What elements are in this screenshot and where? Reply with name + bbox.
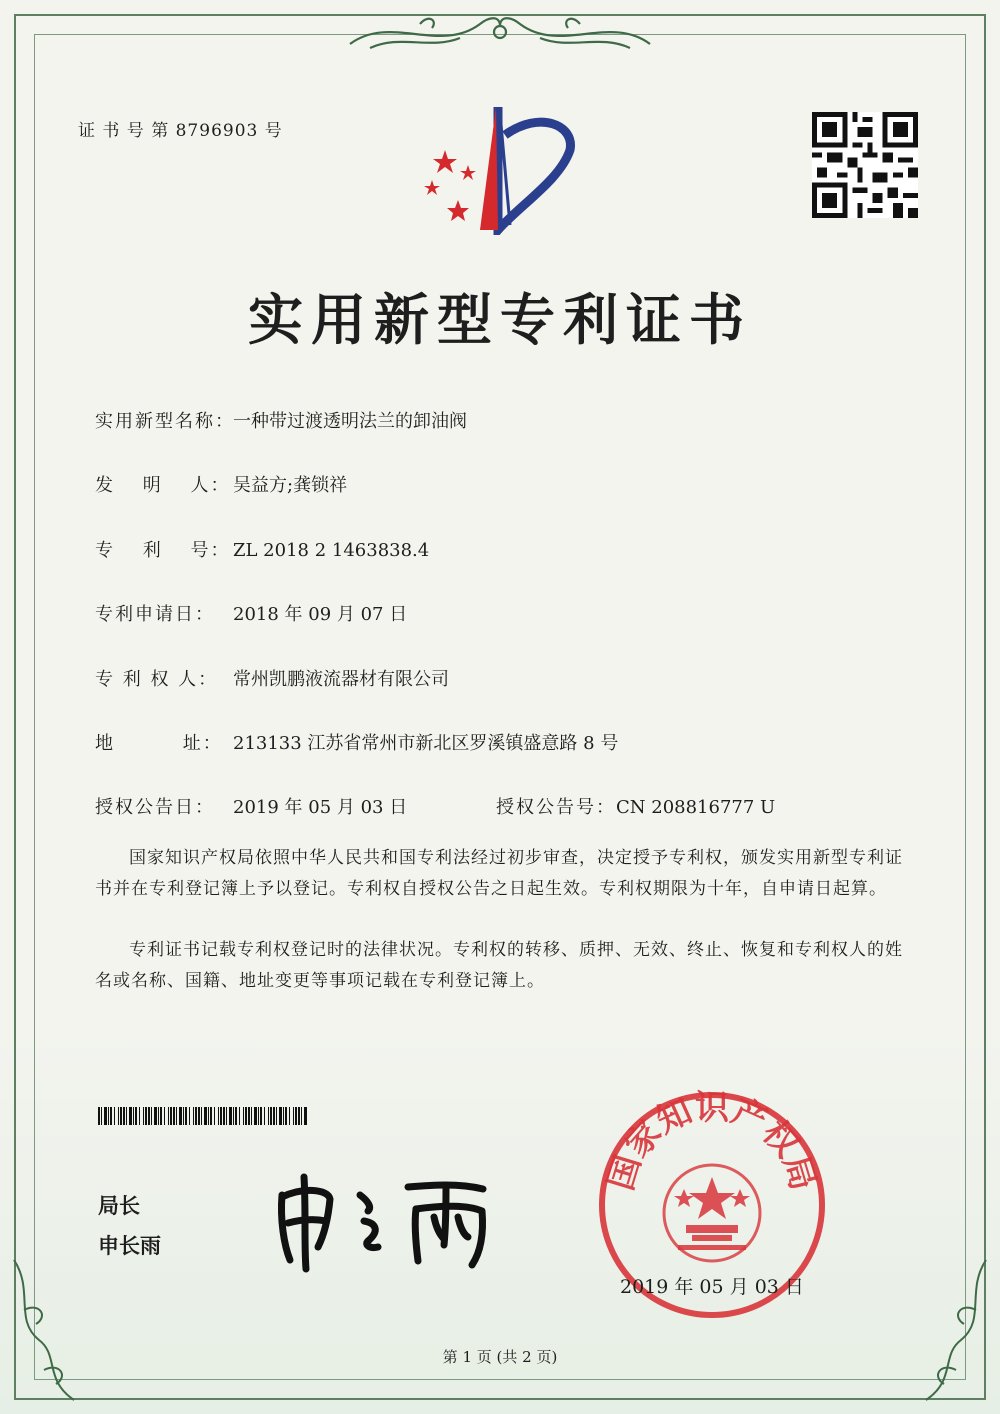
seal-date: 2019 年 05 月 03 日 [620, 1276, 804, 1298]
seal-text: 国家知识产权局 [600, 1088, 824, 1195]
field-address [95, 729, 618, 755]
field-inventor [95, 471, 347, 497]
field-patentee [95, 665, 449, 691]
field-filing-date [95, 600, 407, 626]
field-label: 专利申请日： [95, 604, 215, 625]
field-value: 2019 年 05 月 03 日 [233, 797, 408, 818]
bottom-right-ornament-icon [876, 1250, 996, 1410]
field-grant-number [496, 793, 775, 819]
signatory-name: 申长雨 [98, 1234, 161, 1258]
field-label: 授权公告日： [95, 797, 215, 818]
field-value: 213133 江苏省常州市新北区罗溪镇盛意路 8 号 [233, 733, 619, 754]
field-label: 实用新型名称： [95, 411, 235, 432]
field-label: 专 利 权 人： [95, 669, 219, 690]
patent-office-emblem-icon [410, 105, 580, 235]
field-value: 一种带过渡透明法兰的卸油阀 [233, 411, 467, 432]
signatory-role: 局长 [98, 1194, 140, 1218]
statement-paragraph: 国家知识产权局依照中华人民共和国专利法经过初步审查，决定授予专利权，颁发实用新型专利证书并在专利登记簿上予以登记。专利权自授权公告之日起生效。专利权期限为十年，自申请日起算。 [95, 848, 903, 899]
page-footer: 第 1 页 (共 2 页) [442, 1348, 558, 1366]
signature-icon [268, 1165, 508, 1275]
field-grant-date [95, 793, 407, 819]
qr-code-icon [812, 112, 918, 218]
bottom-left-ornament-icon [4, 1250, 124, 1410]
field-value: 2018 年 09 月 07 日 [233, 604, 408, 625]
field-value: CN 208816777 U [616, 797, 776, 818]
field-label: 授权公告号： [496, 797, 616, 818]
document-title: 实用新型专利证书 [247, 288, 752, 352]
field-patent-number [95, 536, 429, 562]
field-label: 发 明 人： [95, 475, 231, 496]
field-value: 吴益方;龚锁祥 [233, 475, 348, 496]
field-label: 专 利 号： [95, 540, 231, 561]
field-value: ZL 2018 2 1463838.4 [233, 540, 430, 561]
field-utility-model-name [95, 407, 467, 433]
field-label: 地 址： [95, 733, 223, 754]
statement-paragraph: 专利证书记载专利权登记时的法律状况。专利权的转移、质押、无效、终止、恢复和专利权人的姓名或名称、国籍、地址变更等事项记载在专利登记簿上。 [95, 940, 903, 991]
top-ornament-icon [330, 4, 670, 60]
certificate-number: 证 书 号 第 8796903 号 [78, 121, 283, 141]
field-value: 常州凯鹏液流器材有限公司 [233, 669, 449, 690]
barcode-icon [98, 1107, 310, 1125]
